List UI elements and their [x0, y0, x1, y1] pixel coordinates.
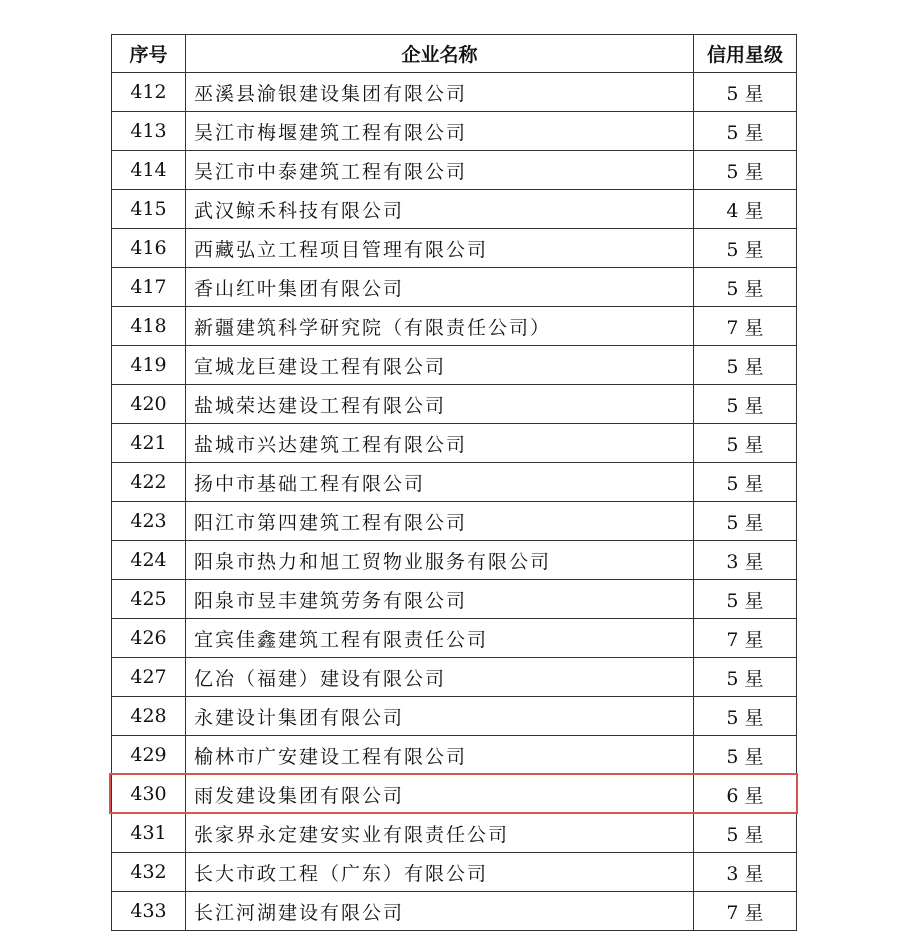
row-index-cell: 429 [112, 736, 186, 775]
row-company-name-cell: 永建设计集团有限公司 [186, 697, 694, 736]
row-company-name-cell: 张家界永定建安实业有限责任公司 [186, 814, 694, 853]
row-company-name-cell: 宜宾佳鑫建筑工程有限责任公司 [186, 619, 694, 658]
table-row [112, 307, 797, 346]
row-index-cell: 426 [112, 619, 186, 658]
row-company-name-cell: 巫溪县渝银建设集团有限公司 [186, 73, 694, 112]
table-row [112, 502, 797, 541]
row-company-name-cell: 武汉鲸禾科技有限公司 [186, 190, 694, 229]
row-company-name-cell: 西藏弘立工程项目管理有限公司 [186, 229, 694, 268]
row-credit-rating-cell: 5 星 [694, 697, 797, 736]
row-credit-rating-cell: 7 星 [694, 307, 797, 346]
row-company-name-cell: 香山红叶集团有限公司 [186, 268, 694, 307]
row-index-cell: 422 [112, 463, 186, 502]
row-company-name-cell: 阳泉市昱丰建筑劳务有限公司 [186, 580, 694, 619]
table-row [112, 385, 797, 424]
table-row [112, 736, 797, 775]
table-body [112, 73, 797, 931]
row-credit-rating-cell: 5 星 [694, 463, 797, 502]
table-row [112, 190, 797, 229]
credit-rating-table [111, 34, 797, 931]
row-credit-rating-cell: 5 星 [694, 268, 797, 307]
row-company-name-cell: 亿冶（福建）建设有限公司 [186, 658, 694, 697]
row-credit-rating-cell: 5 星 [694, 658, 797, 697]
row-company-name-cell: 扬中市基础工程有限公司 [186, 463, 694, 502]
row-credit-rating-cell: 5 星 [694, 502, 797, 541]
row-credit-rating-cell: 5 星 [694, 346, 797, 385]
row-company-name-cell: 吴江市梅堰建筑工程有限公司 [186, 112, 694, 151]
table-row [112, 229, 797, 268]
row-index-cell: 414 [112, 151, 186, 190]
row-index-cell: 415 [112, 190, 186, 229]
row-credit-rating-cell: 4 星 [694, 190, 797, 229]
row-index-cell: 413 [112, 112, 186, 151]
row-company-name-cell: 盐城市兴达建筑工程有限公司 [186, 424, 694, 463]
row-company-name-cell: 阳泉市热力和旭工贸物业服务有限公司 [186, 541, 694, 580]
credit-rating-table-container [111, 34, 796, 931]
row-index-cell: 433 [112, 892, 186, 931]
table-row [112, 658, 797, 697]
row-index-cell: 416 [112, 229, 186, 268]
row-credit-rating-cell: 5 星 [694, 385, 797, 424]
row-index-cell: 420 [112, 385, 186, 424]
row-index-cell: 432 [112, 853, 186, 892]
table-row [112, 346, 797, 385]
row-index-cell: 431 [112, 814, 186, 853]
row-credit-rating-cell: 5 星 [694, 580, 797, 619]
row-credit-rating-cell: 5 星 [694, 814, 797, 853]
row-company-name-cell: 盐城荣达建设工程有限公司 [186, 385, 694, 424]
table-row [112, 268, 797, 307]
row-index-cell: 417 [112, 268, 186, 307]
table-row [112, 892, 797, 931]
row-company-name-cell: 榆林市广安建设工程有限公司 [186, 736, 694, 775]
row-index-cell: 419 [112, 346, 186, 385]
table-row [112, 580, 797, 619]
row-credit-rating-cell: 5 星 [694, 424, 797, 463]
header-index: 序号 [112, 35, 186, 73]
table-row [112, 151, 797, 190]
table-row [112, 463, 797, 502]
row-index-cell: 423 [112, 502, 186, 541]
row-credit-rating-cell: 5 星 [694, 229, 797, 268]
row-credit-rating-cell: 5 星 [694, 112, 797, 151]
row-company-name-cell: 雨发建设集团有限公司 [186, 775, 694, 814]
table-row [112, 814, 797, 853]
table-row [112, 541, 797, 580]
table-row [112, 697, 797, 736]
table-header-row [112, 35, 797, 73]
table-row [112, 853, 797, 892]
row-index-cell: 418 [112, 307, 186, 346]
row-credit-rating-cell: 3 星 [694, 541, 797, 580]
header-credit-rating: 信用星级 [694, 35, 797, 73]
row-index-cell: 421 [112, 424, 186, 463]
row-index-cell: 412 [112, 73, 186, 112]
row-index-cell: 427 [112, 658, 186, 697]
row-index-cell: 430 [112, 775, 186, 814]
row-credit-rating-cell: 3 星 [694, 853, 797, 892]
row-credit-rating-cell: 7 星 [694, 619, 797, 658]
row-index-cell: 428 [112, 697, 186, 736]
row-company-name-cell: 宣城龙巨建设工程有限公司 [186, 346, 694, 385]
table-row [112, 73, 797, 112]
row-credit-rating-cell: 5 星 [694, 736, 797, 775]
table-row [112, 619, 797, 658]
table-row-highlighted [112, 775, 797, 814]
row-company-name-cell: 长大市政工程（广东）有限公司 [186, 853, 694, 892]
row-index-cell: 424 [112, 541, 186, 580]
header-company-name: 企业名称 [186, 35, 694, 73]
row-company-name-cell: 阳江市第四建筑工程有限公司 [186, 502, 694, 541]
table-row [112, 424, 797, 463]
row-credit-rating-cell: 5 星 [694, 73, 797, 112]
row-credit-rating-cell: 6 星 [694, 775, 797, 814]
row-credit-rating-cell: 7 星 [694, 892, 797, 931]
row-credit-rating-cell: 5 星 [694, 151, 797, 190]
row-company-name-cell: 新疆建筑科学研究院（有限责任公司） [186, 307, 694, 346]
row-company-name-cell: 吴江市中泰建筑工程有限公司 [186, 151, 694, 190]
row-company-name-cell: 长江河湖建设有限公司 [186, 892, 694, 931]
row-index-cell: 425 [112, 580, 186, 619]
table-row [112, 112, 797, 151]
